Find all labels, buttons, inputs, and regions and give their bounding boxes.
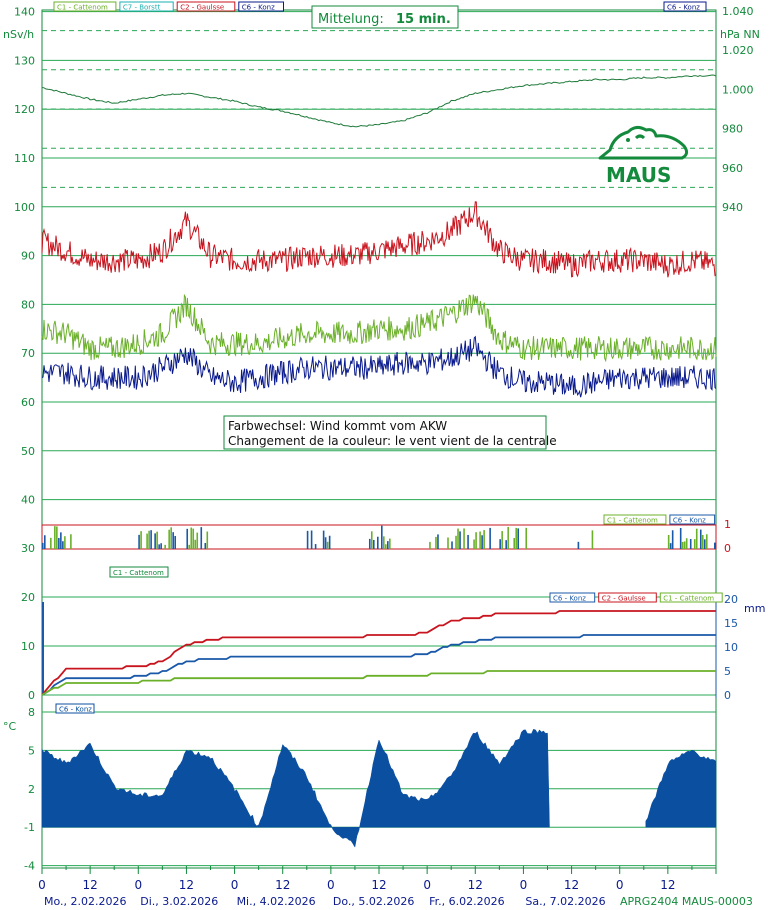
legend-label: C1 - Cattenom <box>57 3 108 12</box>
x-day-label: Sa., 7.02.2026 <box>525 895 606 908</box>
wind-bar <box>682 542 684 549</box>
averaging-label: Mittelung: <box>318 12 384 27</box>
x-tick-label: 12 <box>660 878 676 892</box>
wind-bar <box>164 545 166 549</box>
wind-bar <box>315 544 317 549</box>
x-tick-label: 0 <box>519 878 528 892</box>
y-axis-label-dose: nSv/h <box>3 28 35 41</box>
wind-bar <box>670 543 672 549</box>
rain-tick-label: 20 <box>724 593 738 606</box>
wind-bar <box>475 532 477 549</box>
wind-bar <box>138 535 140 549</box>
temp-tick-label: -1 <box>24 821 35 835</box>
wind-bar <box>457 529 459 549</box>
x-day-label: Fr., 6.02.2026 <box>429 895 505 908</box>
wind-bar <box>479 532 481 549</box>
y-tick-label: 20 <box>21 591 35 604</box>
x-tick-label: 12 <box>178 878 195 892</box>
y2-tick-label: 980 <box>722 122 743 136</box>
temp-tick-label: 8 <box>28 706 35 719</box>
y-tick-label: 140 <box>14 5 35 19</box>
x-tick-label: 0 <box>615 878 624 892</box>
wind-bar <box>690 539 692 549</box>
wind-bar <box>327 542 329 549</box>
y-tick-label: 130 <box>14 54 35 68</box>
y2-tick-label: 960 <box>722 161 743 175</box>
legend-label: C7 - Borstt <box>122 3 161 12</box>
wind-bar <box>507 527 509 549</box>
wind-bar <box>148 531 150 549</box>
wind-bar <box>325 537 327 549</box>
wind-bar <box>307 531 309 549</box>
wind-bar <box>56 526 58 549</box>
wind-bar <box>694 539 696 549</box>
wind-bar <box>373 540 375 549</box>
y-axis-label-temp: °C <box>3 720 17 733</box>
legend-label: C1 - Cattenom <box>663 594 715 603</box>
wind-bar <box>323 531 325 549</box>
y-tick-label: 120 <box>14 103 35 117</box>
legend-label: C6 - Konz <box>667 3 700 12</box>
wind-bar <box>515 528 517 549</box>
y2-tick-label: 1.020 <box>722 44 754 58</box>
x-tick-label: 12 <box>371 878 387 892</box>
wind-bar <box>369 539 371 549</box>
wind-bar <box>389 539 391 549</box>
x-tick-label: 0 <box>423 878 431 892</box>
annotation-line-2: Changement de la couleur: le vent vient de la centrale <box>228 434 557 448</box>
y2-tick-label: 940 <box>722 201 743 214</box>
y2-tick-label: 1.040 <box>722 5 754 18</box>
x-tick-label: 0 <box>327 878 335 892</box>
legend-label: C6 - Konz <box>672 516 706 525</box>
legend-label: C2 - Gaulsse <box>601 594 646 603</box>
y-axis-label-mm: mm <box>744 602 766 615</box>
wind-bar <box>467 535 469 549</box>
x-tick-label: 0 <box>134 878 143 892</box>
rain-tick-label: 0 <box>724 689 731 702</box>
legend-label: C6 - Konz <box>59 705 92 714</box>
wind-bar <box>437 534 439 549</box>
temp-tick-label: -4 <box>24 859 35 873</box>
rain-tick-label: 10 <box>724 641 738 654</box>
annotation-line-1: Farbwechsel: Wind kommt vom AKW <box>228 419 448 433</box>
wind-bar <box>150 530 152 549</box>
wind-bar <box>192 529 194 549</box>
wind-bar <box>680 528 682 549</box>
wind-bar <box>525 528 527 549</box>
wind-bar <box>200 527 202 549</box>
rain-tick-label: 15 <box>724 617 738 630</box>
wind-bar <box>672 530 674 549</box>
wind-tick-label: 0 <box>724 542 731 555</box>
wind-bar <box>60 532 62 549</box>
legend-label: C6 - Konz <box>553 594 586 603</box>
y-tick-label: 70 <box>21 347 35 361</box>
wind-bar <box>473 539 475 549</box>
wind-bar <box>381 526 383 549</box>
wind-bar <box>447 538 449 549</box>
y2-tick-label: 1.000 <box>722 83 754 97</box>
wind-bar <box>194 540 196 549</box>
x-day-label: Mo., 2.02.2026 <box>44 895 127 908</box>
wind-bar <box>696 529 698 549</box>
station-id: APRG2404 MAUS-00003 <box>620 895 753 908</box>
wind-bar <box>704 539 706 549</box>
wind-bar <box>58 538 60 549</box>
x-tick-label: 12 <box>82 878 98 892</box>
wind-bar <box>429 542 431 549</box>
wind-bar <box>483 530 485 549</box>
averaging-value: 15 min. <box>396 12 451 27</box>
wind-bar <box>146 534 148 549</box>
wind-bar <box>489 528 491 549</box>
wind-bar <box>44 535 46 549</box>
x-tick-label: 12 <box>563 878 580 892</box>
x-day-label: Mi., 4.02.2026 <box>236 895 316 908</box>
wind-bar <box>206 532 208 549</box>
wind-bar <box>190 528 192 549</box>
wind-bar <box>196 533 198 549</box>
y-tick-label: 60 <box>21 396 35 409</box>
wind-bar <box>499 539 501 549</box>
wind-bar <box>686 538 688 549</box>
wind-bar <box>170 527 172 549</box>
wind-bar <box>154 533 156 549</box>
y-tick-label: 30 <box>21 542 35 555</box>
wind-bar <box>186 529 188 549</box>
wind-bar <box>505 540 507 549</box>
wind-bar <box>668 535 670 549</box>
wind-bar <box>387 541 389 549</box>
wind-bar <box>70 534 72 549</box>
wind-bar <box>140 531 142 549</box>
logo-text: MAUS <box>606 163 672 187</box>
wind-bar <box>702 535 704 549</box>
y-tick-label: 110 <box>14 152 35 165</box>
wind-bar <box>188 545 190 549</box>
wind-bar <box>684 541 686 549</box>
wind-bar <box>481 535 483 549</box>
wind-bar <box>592 530 594 549</box>
legend-label: C2 - Gaulsse <box>180 3 225 12</box>
wind-bar <box>204 543 206 549</box>
y-tick-label: 40 <box>21 493 35 507</box>
wind-bar <box>714 543 716 549</box>
mouse-eye-icon <box>626 138 630 142</box>
wind-bar <box>578 542 580 549</box>
legend-label: C1 - Cattenom <box>113 569 164 577</box>
wind-bar <box>371 531 373 549</box>
wind-bar <box>156 532 158 549</box>
x-day-label: Do., 5.02.2026 <box>332 895 415 908</box>
wind-bar <box>168 530 170 549</box>
wind-bar <box>174 536 176 549</box>
wind-bar <box>517 528 519 549</box>
wind-bar <box>329 536 331 549</box>
x-tick-label: 0 <box>38 878 46 892</box>
wind-bar <box>311 531 313 549</box>
wind-bar <box>700 530 702 549</box>
legend-label: C1 - Cattenom <box>607 516 658 525</box>
wind-bar <box>62 541 64 549</box>
y-tick-label: 10 <box>21 640 35 653</box>
x-tick-label: 0 <box>230 878 239 892</box>
temp-tick-label: 5 <box>28 744 35 758</box>
wind-bar <box>172 532 174 549</box>
rain-tick-label: 5 <box>724 665 731 678</box>
wind-bar <box>160 543 162 549</box>
wind-bar <box>451 541 453 549</box>
wind-bar <box>385 544 387 549</box>
wind-bar <box>706 534 708 549</box>
wind-bar <box>459 531 461 549</box>
temp-tick-label: 2 <box>28 782 35 796</box>
wind-bar <box>435 537 437 549</box>
y-tick-label: 80 <box>21 298 35 312</box>
wind-bar <box>50 538 52 549</box>
wind-bar <box>158 544 160 549</box>
wind-bar <box>377 537 379 549</box>
wind-bar <box>64 536 66 549</box>
legend-label: C6 - Konz <box>241 3 275 12</box>
y-tick-label: 90 <box>21 249 35 263</box>
y-tick-label: 0 <box>28 689 35 702</box>
y-axis-label-pressure: hPa NN <box>720 28 760 41</box>
y-tick-label: 100 <box>14 200 35 214</box>
wind-bar <box>455 536 457 549</box>
wind-bar <box>54 526 56 549</box>
wind-bar <box>513 538 515 549</box>
wind-tick-label: 1 <box>724 518 731 531</box>
wind-bar <box>501 531 503 549</box>
wind-bar <box>42 543 44 549</box>
x-day-label: Di., 3.02.2026 <box>140 895 219 908</box>
y-tick-label: 50 <box>21 444 35 458</box>
wind-bar <box>383 536 385 549</box>
x-tick-label: 12 <box>275 878 291 892</box>
x-tick-label: 12 <box>467 878 483 892</box>
wind-bar <box>463 528 465 549</box>
